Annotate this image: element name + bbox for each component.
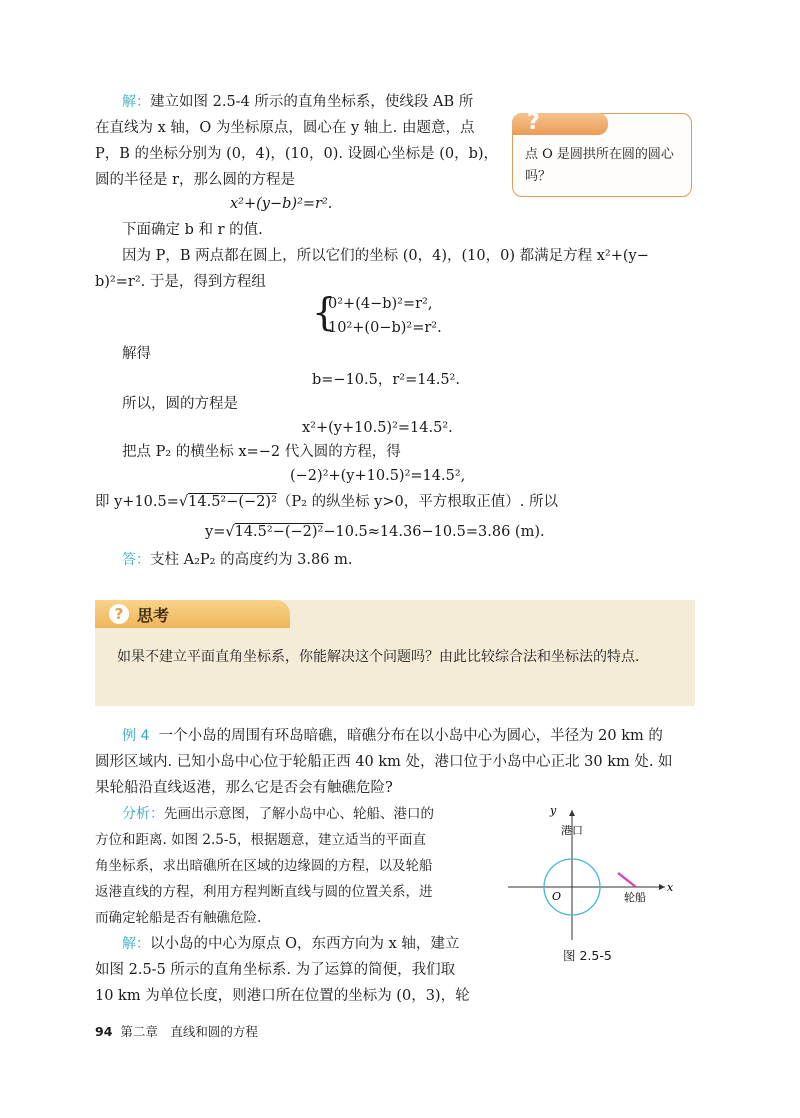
side-question-box: [512, 110, 692, 197]
page-number: 94: [95, 1024, 113, 1039]
sqrt-sign-2: √: [225, 524, 235, 540]
solved-values: b=−10.5，r²=14.5².: [312, 372, 460, 388]
analysis-line-3: 角坐标系，求出暗礁所在区域的边缘圆的方程，以及轮船: [95, 858, 433, 874]
figure-2-5-5: [500, 800, 690, 970]
sqrt-sign: √: [178, 494, 189, 510]
solution-line-10: 把点 P₂ 的横坐标 x=−2 代入圆的方程，得: [122, 444, 401, 460]
ship-direction-arrow: [618, 873, 636, 887]
solution-line-8: 解得: [122, 346, 151, 362]
figure-caption: 图 2.5-5: [563, 948, 612, 963]
solution-line-2: 在直线为 x 轴，O 为坐标原点，圆心在 y 轴上. 由题意，点: [95, 120, 475, 136]
analysis-line-5: 而确定轮船是否有触礁危险.: [95, 910, 262, 926]
think-body: 如果不建立平面直角坐标系，你能解决这个问题吗？由此比较综合法和坐标法的特点.: [117, 649, 640, 665]
example4-label: 例 4: [122, 728, 150, 744]
example4-line-3: 果轮船沿直线返港，那么它是否会有触礁危险?: [95, 780, 393, 796]
system-equation-1: 0²+(4−b)²=r²,: [328, 296, 433, 312]
origin-label: O: [552, 890, 562, 903]
y-axis-label: y: [550, 804, 557, 817]
example4-solution-label: 解：: [122, 936, 150, 952]
port-label: 港口: [561, 824, 583, 837]
solution-line-9: 所以，圆的方程是: [122, 396, 238, 412]
example4-line-1: 例 4 一个小岛的周围有环岛暗礁，暗礁分布在以小岛中心为圆心，半径为 20 km 的: [122, 728, 663, 744]
answer-label: 答：: [122, 552, 150, 568]
side-question-text: 点 O 是圆拱所在圆的圆心吗？: [525, 147, 674, 184]
example4-line-2: 圆形区域内. 已知小岛中心位于轮船正西 40 km 处，港口位于小岛中心正北 30 km 处. 如: [95, 754, 673, 770]
system-brace: {: [312, 290, 337, 334]
solution-line-11: 即 y+10.5=√14.5²−(−2)²（P₂ 的纵坐标 y>0，平方根取正值）. 所以: [95, 494, 558, 510]
example4-solution-line-1: 解：以小岛的中心为原点 O，东西方向为 x 轴，建立: [122, 936, 460, 952]
question-icon: ?: [527, 110, 540, 135]
think-title: 思考: [137, 606, 170, 625]
solution-line-3: P，B 的坐标分别为 (0，4)，(10，0). 设圆心坐标是 (0，b)，: [95, 146, 499, 162]
page-footer: [95, 1022, 258, 1040]
ship-label: 轮船: [624, 891, 646, 904]
solution-line-6: 因为 P，B 两点都在圆上，所以它们的坐标 (0，4)，(10，0) 都满足方程 x²+(y−: [122, 248, 649, 264]
solution-label: 解：: [122, 94, 150, 110]
example4-solution-line-2: 如图 2.5-5 所示的直角坐标系. 为了运算的简便，我们取: [95, 962, 456, 978]
think-box: [95, 600, 695, 706]
solution-line-7: b)²=r². 于是，得到方程组: [95, 274, 266, 290]
solution-line-4: 圆的半径是 r，那么圆的方程是: [95, 172, 296, 188]
x-axis-label: x: [667, 881, 674, 894]
final-computation: y=√14.5²−(−2)²−10.5≈14.36−10.5=3.86 (m).: [205, 524, 545, 540]
solution-line-5: 下面确定 b 和 r 的值.: [122, 222, 263, 238]
answer-line: 答：支柱 A₂P₂ 的高度约为 3.86 m.: [122, 552, 353, 568]
substituted-equation: (−2)²+(y+10.5)²=14.5²,: [290, 468, 466, 484]
think-question-icon: ?: [109, 604, 129, 624]
radicand-2: 14.5²−(−2)²: [234, 524, 324, 540]
example4-solution-line-3: 10 km 为单位长度，则港口所在位置的坐标为 (0，3)，轮: [95, 988, 470, 1004]
analysis-line-4: 返港直线的方程，利用方程判断直线与圆的位置关系，进: [95, 884, 433, 900]
analysis-line-2: 方位和距离. 如图 2.5-5，根据题意，建立适当的平面直: [95, 832, 426, 848]
analysis-label: 分析：: [122, 806, 164, 822]
circle-equation-general: x²+(y−b)²=r².: [230, 196, 333, 212]
circle-equation-specific: x²+(y+10.5)²=14.5².: [302, 420, 453, 436]
radicand: 14.5²−(−2)²: [188, 494, 277, 510]
system-equation-2: 10²+(0−b)²=r².: [328, 320, 442, 336]
analysis-line-1: 分析：先画出示意图，了解小岛中心、轮船、港口的: [122, 806, 434, 822]
chapter-title: 第二章 直线和圆的方程: [120, 1024, 258, 1039]
solution-line-1: 解：建立如图 2.5-4 所示的直角坐标系，使线段 AB 所: [122, 94, 474, 110]
